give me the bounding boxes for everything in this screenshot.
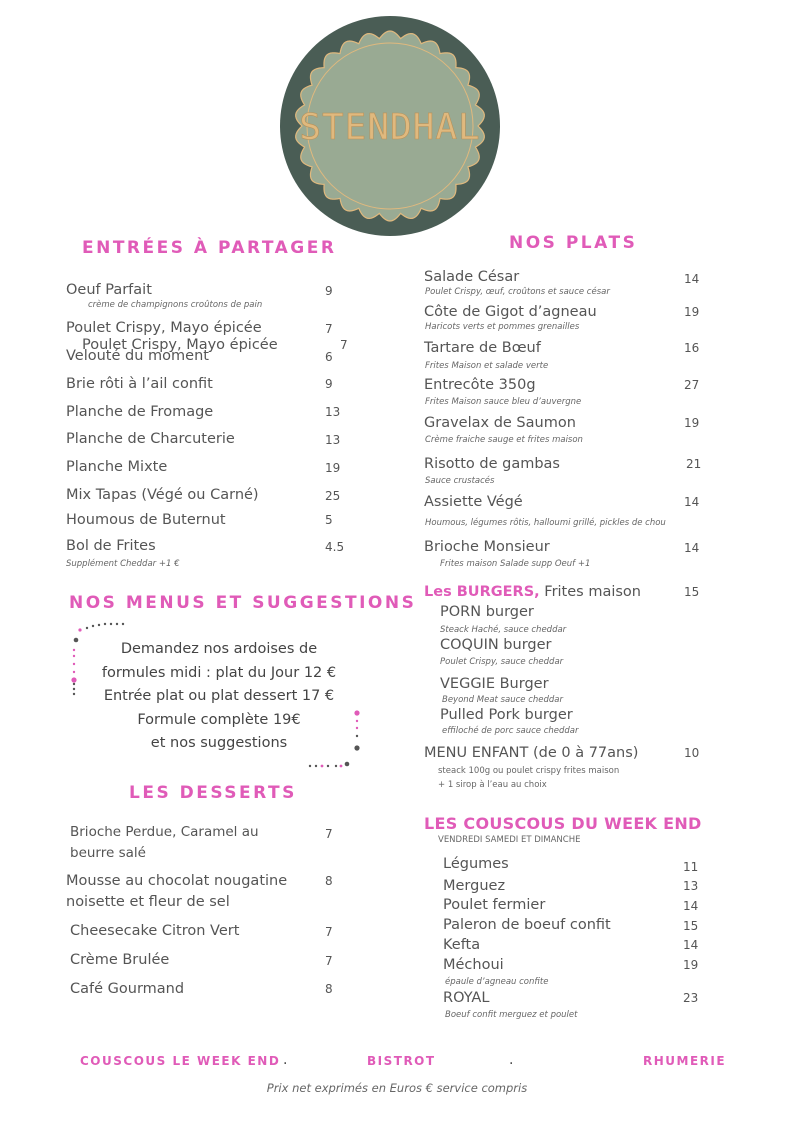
entree-price: 13 [325,405,341,419]
plat-name: Brioche Monsieur [424,539,550,555]
entree-name: Bol de Frites [66,538,156,554]
enfant-desc-line2: + 1 sirop à l’eau au choix [438,780,547,790]
dessert-name: Café Gourmand [70,981,185,997]
entree-price: 4.5 [325,540,345,554]
ardoise-line: Demandez nos ardoises de [120,641,318,657]
plat-price: 14 [684,495,700,509]
footer-dot: . [509,1052,514,1068]
entree-price: 5 [325,513,333,527]
plat-price: 16 [684,341,700,355]
plats-heading: NOS PLATS [509,233,638,253]
burger-desc: Beyond Meat sauce cheddar [442,695,563,705]
dessert-price: 7 [325,954,333,968]
dessert-name: Crème Brulée [70,952,170,968]
entree-price: 9 [325,284,333,298]
entree-price: 7 [325,322,333,336]
dessert-name-line2: beurre salé [70,845,146,861]
entree-price: 19 [325,461,341,475]
plat-price: 19 [684,305,700,319]
plat-name: Assiette Végé [424,494,523,510]
burger-name: PORN burger [440,604,534,620]
couscous-price: 15 [683,919,699,933]
plat-desc: Crème fraiche sauge et frites maison [425,435,583,445]
entree-name: Poulet Crispy, Mayo épicée [82,337,278,353]
ardoise-text [74,638,364,756]
entree-name: Houmous de Buternut [66,512,226,528]
couscous-name: Méchoui [443,957,504,973]
couscous-name: Kefta [443,937,481,953]
plat-name: Salade César [424,269,520,285]
entree-name: Planche de Fromage [66,404,214,420]
couscous-name: Merguez [443,878,506,894]
dessert-name: Cheesecake Citron Vert [70,923,240,939]
plat-name: Risotto de gambas [424,456,560,472]
entree-price: 6 [325,350,333,364]
logo-text: STENDHAL [299,107,481,148]
couscous-desc: Boeuf confit merguez et poulet [445,1010,578,1020]
ardoise-line: Formule complète 19€ [137,711,301,728]
plat-name: Côte de Gigot d’agneau [424,304,597,320]
entree-price: 9 [325,377,333,391]
burger-desc: Poulet Crispy, sauce cheddar [440,657,564,667]
couscous-name: ROYAL [443,990,490,1006]
plat-desc: Haricots verts et pommes grenailles [425,322,580,332]
entree-name: Velouté du moment [66,348,209,364]
burger-desc: Steack Haché, sauce cheddar [440,625,567,635]
entree-price: 25 [325,489,341,503]
couscous-name: Paleron de boeuf confit [443,917,611,933]
entree-desc: crème de champignons croûtons de pain [88,300,263,310]
entree-name: Poulet Crispy, Mayo épicée [66,320,262,336]
plat-desc: Frites Maison et salade verte [425,361,549,371]
plat-name: Tartare de Bœuf [424,340,541,356]
couscous-subtitle: VENDREDI SAMEDI ET DIMANCHE [438,835,581,845]
entree-name: Planche de Charcuterie [66,431,235,447]
couscous-name: Poulet fermier [443,897,546,913]
plat-desc: Frites Maison sauce bleu d’auvergne [425,397,582,407]
ardoise-line: et nos suggestions [150,735,288,751]
couscous-price: 14 [683,899,699,913]
footer-link-rhumerie[interactable]: RHUMERIE [643,1054,727,1068]
entrees-heading: ENTRÉES À PARTAGER [82,238,337,258]
enfant-name: MENU ENFANT (de 0 à 77ans) [424,745,639,761]
entree-name: Planche Mixte [66,459,168,475]
dessert-name: Mousse au chocolat nougatine [66,873,288,889]
dessert-price: 8 [325,982,333,996]
burger-name: Pulled Pork burger [440,707,573,723]
burger-desc: effiloché de porc sauce cheddar [442,726,579,736]
couscous-price: 11 [683,860,699,874]
ardoise-line: formules midi : plat du Jour 12 € [101,664,337,681]
plat-price: 21 [686,457,702,471]
plat-desc: Poulet Crispy, œuf, croûtons et sauce césar [425,287,610,297]
plat-name: Gravelax de Saumon [424,415,576,431]
stendhal-logo [279,15,501,237]
entree-price: 7 [340,338,348,352]
couscous-price: 14 [683,938,699,952]
couscous-price: 13 [683,879,699,893]
couscous-price: 19 [683,958,699,972]
burger-name: COQUIN burger [440,637,552,653]
entree-price: 13 [325,433,341,447]
dessert-price: 7 [325,925,333,939]
burgers-price: 15 [684,585,700,599]
footer-link-bistrot[interactable]: BISTROT [367,1054,436,1068]
footer-link-couscous[interactable]: COUSCOUS LE WEEK END [80,1054,281,1068]
enfant-price: 10 [684,746,700,760]
entree-desc: Supplément Cheddar +1 € [66,559,180,569]
plat-name: Entrecôte 350g [424,377,536,393]
ardoise-line: Entrée plat ou plat dessert 17 € [103,688,335,704]
entree-name: Mix Tapas (Végé ou Carné) [66,487,259,503]
couscous-desc: épaule d’agneau confite [445,977,549,987]
plat-desc: Frites maison Salade supp Oeuf +1 [440,559,591,569]
dessert-price: 7 [325,827,333,841]
plat-price: 19 [684,416,700,430]
plat-price: 14 [684,272,700,286]
burger-name: VEGGIE Burger [440,676,549,692]
plat-price: 14 [684,541,700,555]
menus-heading: NOS MENUS ET SUGGESTIONS [69,593,417,613]
couscous-price: 23 [683,991,699,1005]
couscous-name: Légumes [443,856,509,872]
burgers-heading-rest: Frites maison [539,584,641,600]
burgers-heading [424,584,641,600]
price-footnote: Prix net exprimés en Euros € service compris [266,1081,528,1095]
desserts-heading: LES DESSERTS [129,783,297,803]
enfant-desc: steack 100g ou poulet crispy frites maison [438,766,620,776]
dessert-name: Brioche Perdue, Caramel au [70,824,259,840]
couscous-heading: LES COUSCOUS DU WEEK END [424,814,702,833]
dessert-price: 8 [325,874,333,888]
dessert-name-line2: noisette et fleur de sel [66,894,230,910]
plat-desc: Sauce crustacés [425,476,495,486]
footer-dot: . [283,1052,288,1068]
entree-name: Brie rôti à l’ail confit [66,376,213,392]
entree-name: Oeuf Parfait [66,282,152,298]
plat-price: 27 [684,378,700,392]
burgers-heading-pink: Les BURGERS, [424,584,540,600]
plat-desc: Houmous, légumes rôtis, halloumi grillé, pickles de chou [425,518,666,528]
